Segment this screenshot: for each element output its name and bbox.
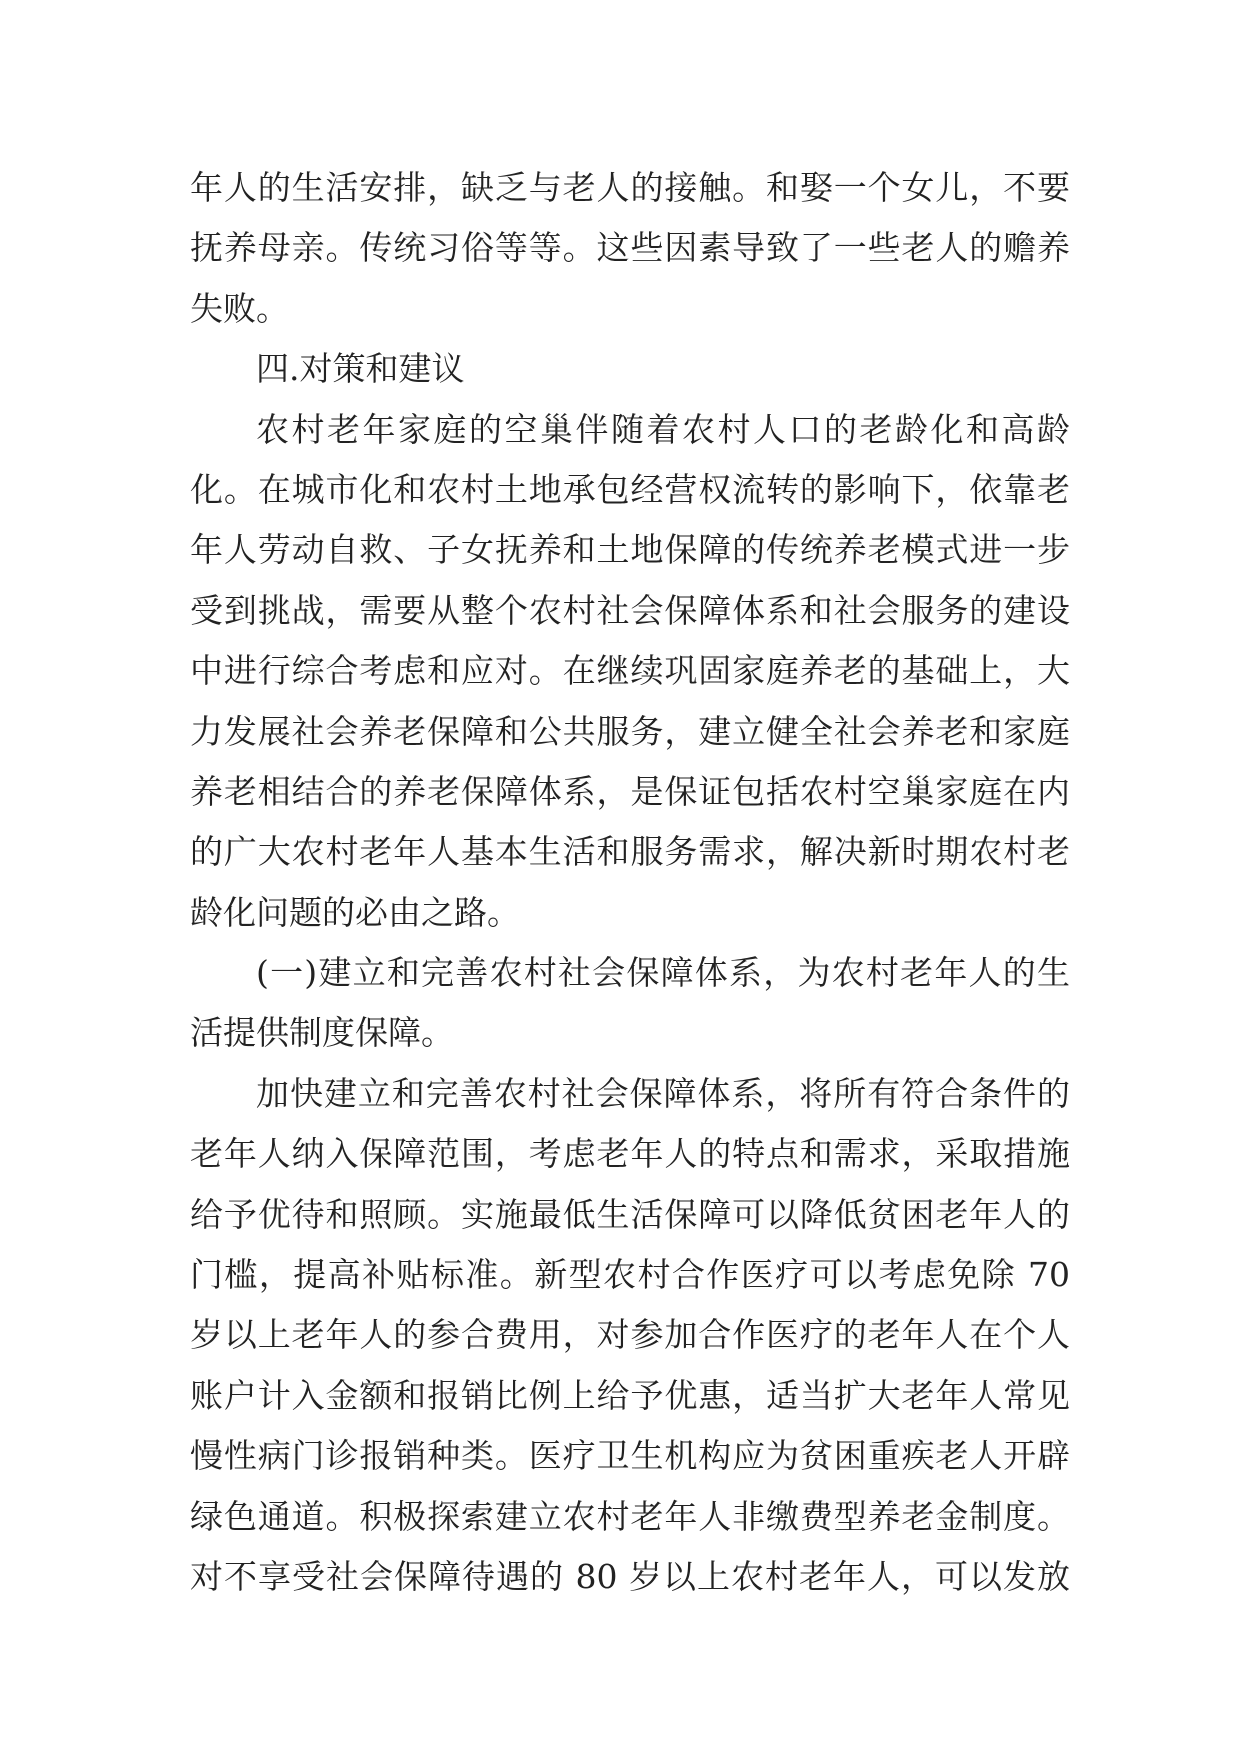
text-line: 农村老年家庭的空巢伴随着农村人口的老龄化和高龄 xyxy=(256,409,1070,449)
subsection-heading: (一)建立和完善农村社会保障体系，为农村老年人的生 xyxy=(256,953,1070,993)
text-line: 年人劳动自救、子女抚养和土地保障的传统养老模式进一步 xyxy=(190,530,1070,570)
text-line: 老年人纳入保障范围，考虑老年人的特点和需求，采取措施 xyxy=(190,1134,1070,1174)
text-line: 给予优待和照顾。实施最低生活保障可以降低贫困老年人的 xyxy=(190,1194,1070,1234)
text-line: 慢性病门诊报销种类。医疗卫生机构应为贫困重疾老人开辟 xyxy=(190,1436,1070,1476)
text-line: 对不享受社会保障待遇的 80 岁以上农村老年人，可以发放 xyxy=(190,1556,1070,1596)
text-line: 中进行综合考虑和应对。在继续巩固家庭养老的基础上，大 xyxy=(190,651,1070,691)
text-line: 加快建立和完善农村社会保障体系，将所有符合条件的 xyxy=(256,1073,1070,1113)
text-line: 失败。 xyxy=(190,288,289,328)
text-line: 门槛，提高补贴标准。新型农村合作医疗可以考虑免除 70 xyxy=(190,1255,1070,1295)
section-heading: 四.对策和建议 xyxy=(256,349,465,389)
text-line: 养老相结合的养老保障体系，是保证包括农村空巢家庭在内 xyxy=(190,771,1070,811)
text-line: 化。在城市化和农村土地承包经营权流转的影响下，依靠老 xyxy=(190,469,1070,509)
text-line: 受到挑战，需要从整个农村社会保障体系和社会服务的建设 xyxy=(190,590,1070,630)
text-line: 力发展社会养老保障和公共服务，建立健全社会养老和家庭 xyxy=(190,711,1070,751)
text-line: 抚养母亲。传统习俗等等。这些因素导致了一些老人的赡养 xyxy=(190,228,1070,268)
text-line: 账户计入金额和报销比例上给予优惠，适当扩大老年人常见 xyxy=(190,1375,1070,1415)
text-line: 龄化问题的必由之路。 xyxy=(190,892,520,932)
text-line: 的广大农村老年人基本生活和服务需求，解决新时期农村老 xyxy=(190,832,1070,872)
text-line: 年人的生活安排，缺乏与老人的接触。和娶一个女儿，不要 xyxy=(190,168,1070,207)
text-line: 活提供制度保障。 xyxy=(190,1013,454,1053)
body-text xyxy=(190,158,1070,1607)
text-line: 绿色通道。积极探索建立农村老年人非缴费型养老金制度。 xyxy=(190,1496,1070,1536)
text-line: 岁以上老年人的参合费用，对参加合作医疗的老年人在个人 xyxy=(190,1315,1070,1355)
